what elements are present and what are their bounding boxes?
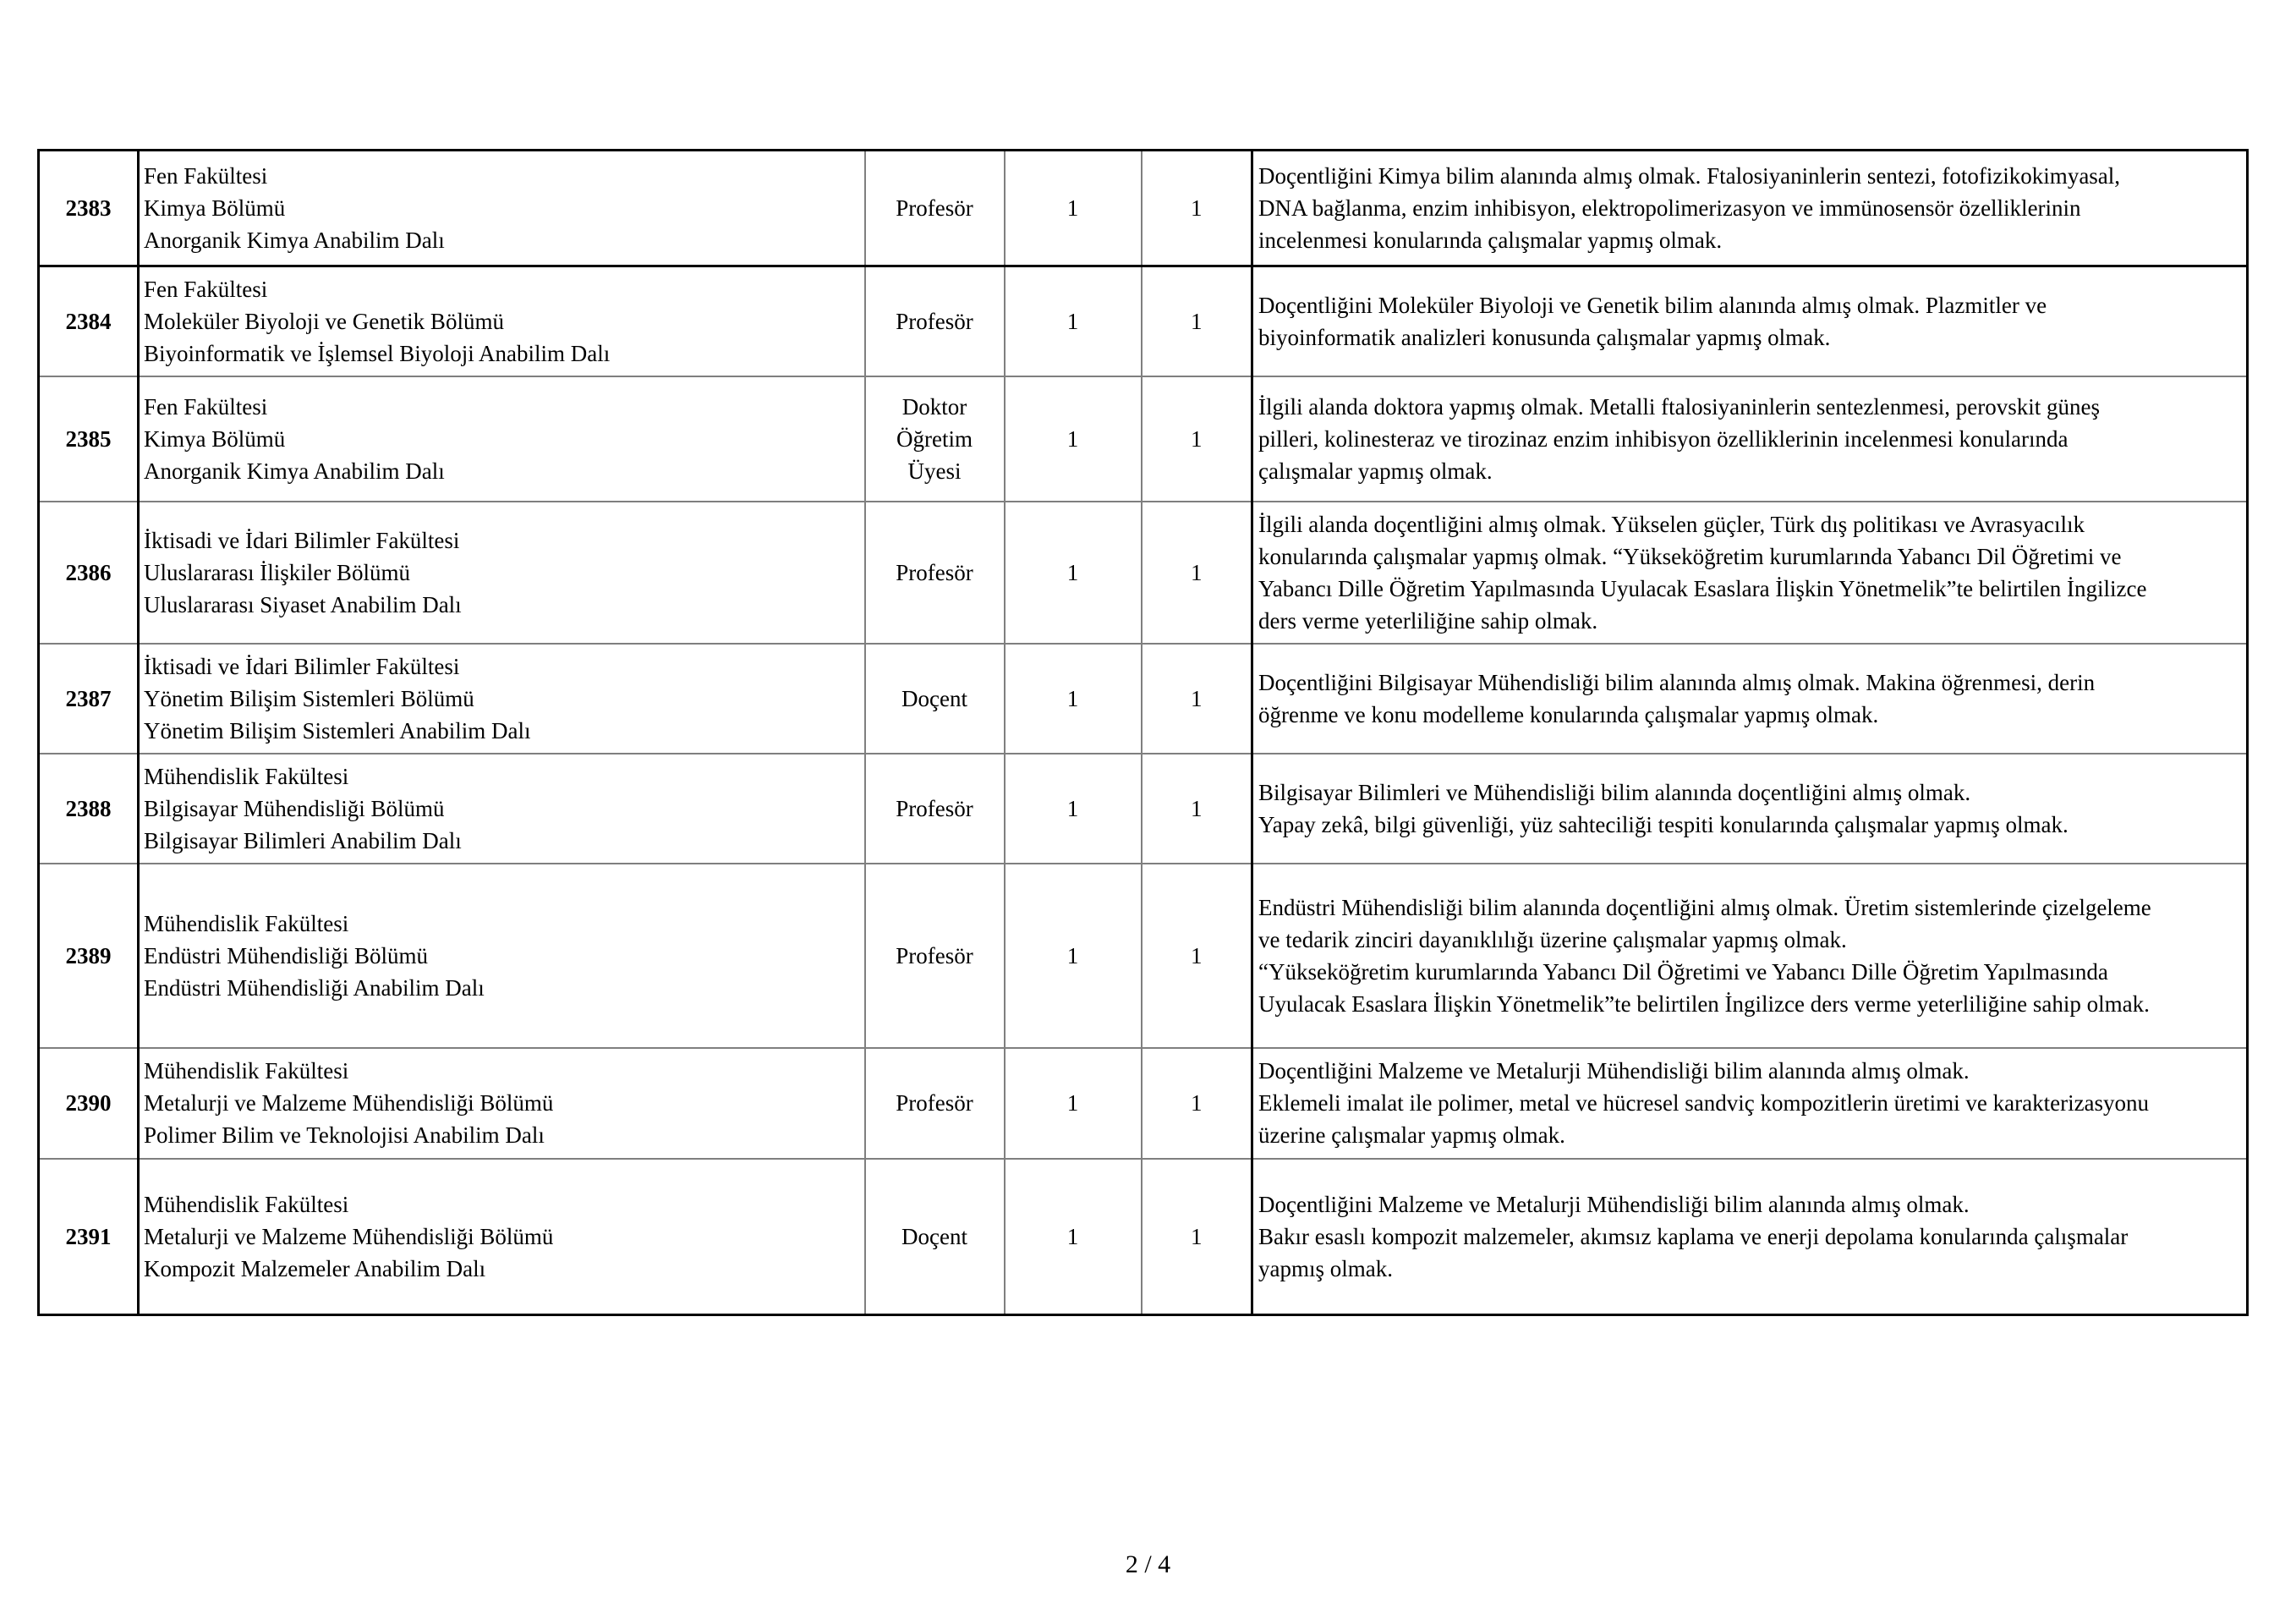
description-line: İlgili alanda doçentliğini almış olmak. Yükselen güçler, Türk dış politikası ve Avrasyacılık	[1258, 511, 2085, 537]
requirements-cell	[1252, 376, 2248, 502]
quantity-cell: 1	[1005, 644, 1142, 754]
quantity-cell: 1	[1142, 266, 1252, 376]
description-line: İlgili alanda doktora yapmış olmak. Metalli ftalosiyaninlerin sentezlenmesi, perovskit güneş	[1258, 393, 2101, 420]
unit-cell	[139, 151, 865, 266]
title-cell	[865, 754, 1005, 864]
cell-line: Fen Fakültesi	[144, 163, 268, 189]
title-cell	[865, 644, 1005, 754]
cell-line: Doktor	[901, 393, 967, 420]
unit-cell	[139, 1048, 865, 1159]
cell-line: Anorganik Kimya Anabilim Dalı	[144, 458, 445, 484]
position-number: 2386	[39, 502, 139, 644]
requirements-cell	[1252, 502, 2248, 644]
requirements-cell	[1252, 864, 2248, 1048]
quantity-cell: 1	[1005, 376, 1142, 502]
description-line: Endüstri Mühendisliği bilim alanında doçentliğini almış olmak. Üretim sistemlerinde çizelgeleme	[1258, 894, 2151, 920]
unit-cell	[139, 376, 865, 502]
description-line: Bakır esaslı kompozit malzemeler, akımsız kaplama ve enerji depolama konularında çalışmalar	[1258, 1223, 2129, 1249]
requirements-cell	[1252, 266, 2248, 376]
description-line: Doçentliğini Kimya bilim alanında almış olmak. Ftalosiyaninlerin sentezi, fotofizikokimyasal,	[1258, 163, 2121, 189]
description-line: çalışmalar yapmış olmak.	[1258, 458, 1493, 484]
description-line: konularında çalışmalar yapmış olmak. “Yükseköğretim kurumlarında Yabancı Dil Öğretimi ve	[1258, 543, 2122, 569]
cell-line: Profesör	[896, 1090, 973, 1116]
cell-line: Öğretim	[896, 425, 973, 452]
description-line: “Yükseköğretim kurumlarında Yabancı Dil Öğretimi ve Yabancı Dille Öğretim Yapılmasında	[1258, 958, 2108, 985]
unit-cell	[139, 266, 865, 376]
description-line: Uyulacak Esaslara İlişkin Yönetmelik”te belirtilen İngilizce ders verme yeterliliğine sahip olmak.	[1258, 990, 2150, 1017]
cell-line: Bilgisayar Bilimleri Anabilim Dalı	[144, 827, 462, 853]
cell-line: Bilgisayar Mühendisliği Bölümü	[144, 795, 445, 821]
unit-cell	[139, 754, 865, 864]
table-row	[39, 502, 2248, 644]
cell-line: Metalurji ve Malzeme Mühendisliği Bölümü	[144, 1223, 554, 1249]
cell-line: Polimer Bilim ve Teknolojisi Anabilim Dalı	[144, 1122, 545, 1148]
cell-line: Mühendislik Fakültesi	[144, 1191, 349, 1217]
cell-line: Doçent	[901, 685, 967, 711]
description-line: pilleri, kolinesteraz ve tirozinaz enzim inhibisyon özelliklerinin incelenmesi konularında	[1258, 425, 2069, 452]
quantity-cell: 1	[1142, 376, 1252, 502]
cell-line: Doçent	[901, 1223, 967, 1249]
cell-line: Fen Fakültesi	[144, 393, 268, 420]
requirements-cell	[1252, 754, 2248, 864]
cell-line: Moleküler Biyoloji ve Genetik Bölümü	[144, 308, 504, 334]
cell-line: Yönetim Bilişim Sistemleri Anabilim Dalı	[144, 717, 531, 743]
title-cell	[865, 151, 1005, 266]
description-line: incelenmesi konularında çalışmalar yapmış olmak.	[1258, 228, 1723, 253]
cell-line: Anorganik Kimya Anabilim Dalı	[144, 228, 445, 253]
description-line: ve tedarik zinciri dayanıklılığı üzerine çalışmalar yapmış olmak.	[1258, 926, 1847, 952]
description-line: Yabancı Dille Öğretim Yapılmasında Uyulacak Esaslara İlişkin Yönetmelik”te belirtilen İngilizce	[1258, 575, 2147, 601]
position-number: 2387	[39, 644, 139, 754]
quantity-cell: 1	[1142, 754, 1252, 864]
cell-line: Profesör	[896, 308, 973, 334]
quantity-cell: 1	[1005, 266, 1142, 376]
position-number: 2389	[39, 864, 139, 1048]
cell-line: Metalurji ve Malzeme Mühendisliği Bölümü	[144, 1090, 554, 1116]
description-line: Doçentliğini Malzeme ve Metalurji Mühendisliği bilim alanında almış olmak.	[1258, 1191, 1970, 1217]
cell-line: Mühendislik Fakültesi	[144, 910, 349, 936]
title-cell	[865, 376, 1005, 502]
requirements-cell	[1252, 151, 2248, 266]
position-number: 2388	[39, 754, 139, 864]
table-row	[39, 1048, 2248, 1159]
quantity-cell: 1	[1142, 644, 1252, 754]
description-line: Doçentliğini Malzeme ve Metalurji Mühendisliği bilim alanında almış olmak.	[1258, 1058, 1970, 1084]
page-number: 2 / 4	[1125, 1550, 1171, 1578]
cell-line: Endüstri Mühendisliği Anabilim Dalı	[144, 974, 485, 1001]
description-line: Eklemeli imalat ile polimer, metal ve hücresel sandviç kompozitlerin üretimi ve karakterizasyonu	[1258, 1090, 2150, 1116]
table-row	[39, 376, 2248, 502]
cell-line: İktisadi ve İdari Bilimler Fakültesi	[144, 653, 460, 679]
title-cell	[865, 502, 1005, 644]
description-line: Bilgisayar Bilimleri ve Mühendisliği bilim alanında doçentliğini almış olmak.	[1258, 779, 1971, 805]
quantity-cell: 1	[1142, 1159, 1252, 1315]
cell-line: Fen Fakültesi	[144, 276, 268, 302]
description-line: üzerine çalışmalar yapmış olmak.	[1258, 1122, 1565, 1148]
table-row	[39, 1159, 2248, 1315]
quantity-cell: 1	[1005, 754, 1142, 864]
cell-line: Yönetim Bilişim Sistemleri Bölümü	[144, 685, 474, 711]
cell-line: İktisadi ve İdari Bilimler Fakültesi	[144, 527, 460, 553]
position-number: 2391	[39, 1159, 139, 1315]
unit-cell	[139, 502, 865, 644]
position-number: 2383	[39, 151, 139, 266]
cell-line: Uluslararası Siyaset Anabilim Dalı	[144, 591, 462, 617]
quantity-cell: 1	[1142, 864, 1252, 1048]
description-line: ders verme yeterliliğine sahip olmak.	[1258, 607, 1598, 634]
quantity-cell: 1	[1005, 151, 1142, 266]
table-row	[39, 266, 2248, 376]
cell-line: Kimya Bölümü	[144, 425, 286, 452]
title-cell	[865, 1159, 1005, 1315]
requirements-cell	[1252, 644, 2248, 754]
description-line: yapmış olmak.	[1258, 1255, 1393, 1281]
cell-line: Profesör	[896, 559, 973, 585]
description-line: Doçentliğini Bilgisayar Mühendisliği bilim alanında almış olmak. Makina öğrenmesi, derin	[1258, 669, 2096, 695]
description-line: Doçentliğini Moleküler Biyoloji ve Genetik bilim alanında almış olmak. Plazmitler ve	[1258, 292, 2047, 318]
table-row	[39, 151, 2248, 266]
description-line: biyoinformatik analizleri konusunda çalışmalar yapmış olmak.	[1258, 324, 1831, 350]
cell-line: Endüstri Mühendisliği Bölümü	[144, 942, 429, 968]
cell-line: Profesör	[896, 942, 973, 968]
cell-line: Uluslararası İlişkiler Bölümü	[144, 559, 410, 585]
quantity-cell: 1	[1005, 1159, 1142, 1315]
unit-cell	[139, 864, 865, 1048]
position-number: 2385	[39, 376, 139, 502]
unit-cell	[139, 644, 865, 754]
quantity-cell: 1	[1005, 502, 1142, 644]
cell-line: Mühendislik Fakültesi	[144, 763, 349, 789]
description-line: DNA bağlanma, enzim inhibisyon, elektropolimerizasyon ve immünosensör özelliklerinin	[1258, 195, 2081, 221]
cell-line: Kimya Bölümü	[144, 195, 286, 221]
quantity-cell: 1	[1142, 502, 1252, 644]
title-cell	[865, 266, 1005, 376]
table-row	[39, 754, 2248, 864]
position-number: 2384	[39, 266, 139, 376]
title-cell	[865, 1048, 1005, 1159]
cell-line: Üyesi	[907, 458, 962, 484]
quantity-cell: 1	[1005, 1048, 1142, 1159]
cell-line: Profesör	[896, 195, 973, 221]
cell-line: Biyoinformatik ve İşlemsel Biyoloji Anabilim Dalı	[144, 340, 611, 366]
cell-line: Profesör	[896, 795, 973, 821]
cell-line: Mühendislik Fakültesi	[144, 1058, 349, 1084]
description-line: Yapay zekâ, bilgi güvenliği, yüz sahteciliği tespiti konularında çalışmalar yapmış olmak.	[1258, 811, 2069, 837]
requirements-cell	[1252, 1048, 2248, 1159]
table-row	[39, 644, 2248, 754]
title-cell	[865, 864, 1005, 1048]
unit-cell	[139, 1159, 865, 1315]
quantity-cell: 1	[1142, 1048, 1252, 1159]
quantity-cell: 1	[1142, 151, 1252, 266]
cell-line: Kompozit Malzemeler Anabilim Dalı	[144, 1255, 486, 1281]
quantity-cell: 1	[1005, 864, 1142, 1048]
position-number: 2390	[39, 1048, 139, 1159]
requirements-cell	[1252, 1159, 2248, 1315]
table-row	[39, 864, 2248, 1048]
description-line: öğrenme ve konu modelleme konularında çalışmalar yapmış olmak.	[1258, 701, 1879, 727]
positions-table	[37, 149, 2249, 1316]
positions-table-body	[39, 151, 2248, 1315]
